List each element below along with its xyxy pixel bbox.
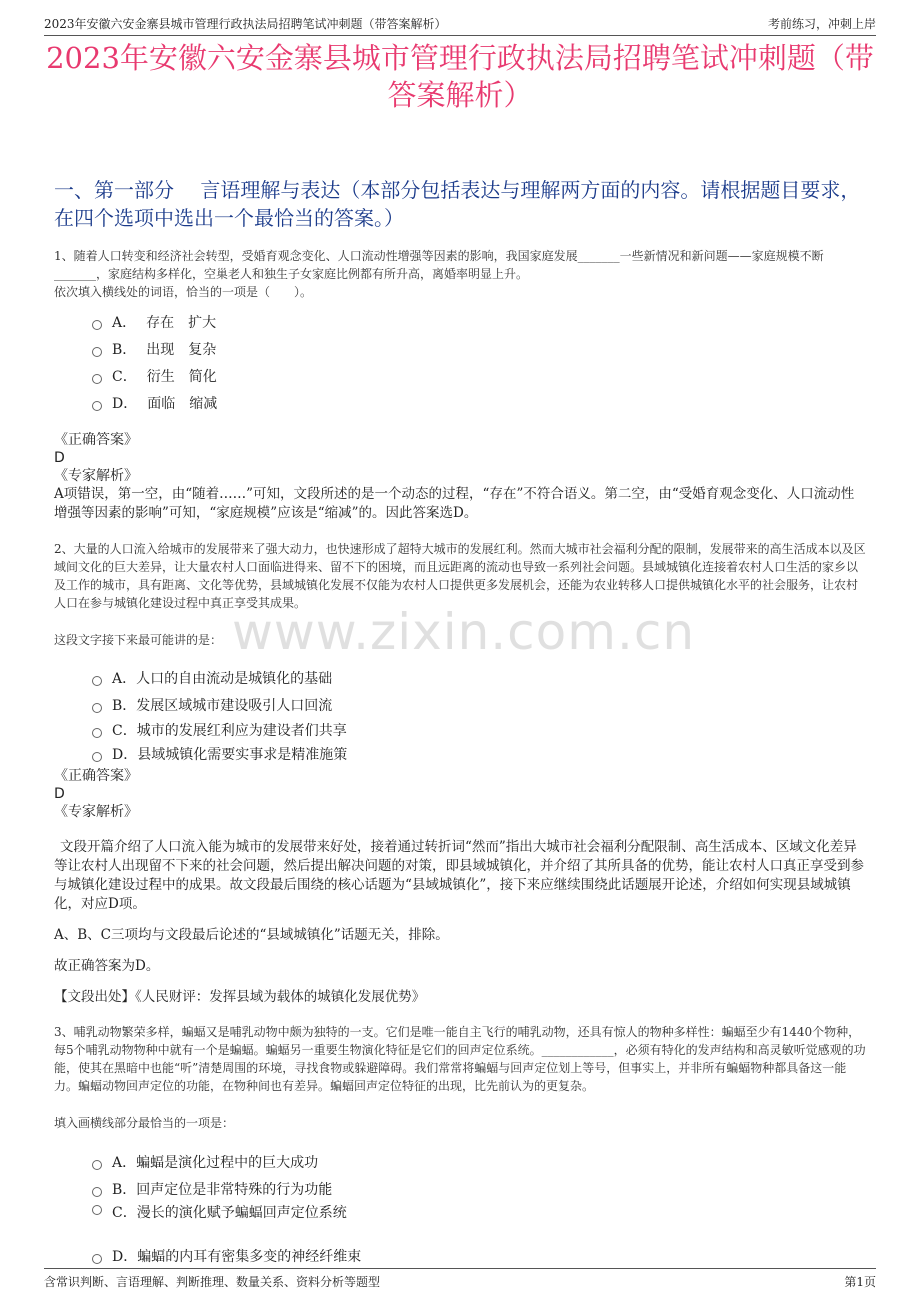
option-c[interactable]: C． 衍生 简化 <box>92 362 217 389</box>
analysis-label: 《专家解析》 <box>54 804 138 820</box>
analysis-paragraph-1: 文段开篇介绍了人口流入能为城市的发展带来好处，接着通过转折词“然而”指出大城市社会福利分配限制、高生活成本、区域文化差异等让农村人出现留不下来的社会问题，然后提出解决问题的对策，即县域城镇化，并介绍了其所具备的优势，能让农村人口真正享受到参与城镇化建设过程中的成果。故文段最后围绕的核心话题为“县域城镇化”，接下来应继续围绕此话题展开论述，介绍如何实现县域城镇化，对应D项。 <box>54 839 864 912</box>
question-2-answer <box>54 767 866 821</box>
option-b[interactable]: B．发展区域城市建设吸引人口回流 <box>92 691 347 718</box>
question-1 <box>54 247 866 301</box>
answer-value: D <box>54 450 65 466</box>
footer-question-types: 含常识判断、言语理解、判断推理、数量关系、资料分析等题型 <box>44 1274 381 1289</box>
radio-icon[interactable] <box>92 1187 102 1197</box>
option-a[interactable]: A．人口的自由流动是城镇化的基础 <box>92 664 347 691</box>
question-3-prompt: 填入画横线部分最恰当的一项是： <box>54 1116 235 1130</box>
question-1-text: 1、随着人口转变和经济社会转型，受婚育观念变化、人口流动性增强等因素的影响，我国家庭发展_______一些新情况和新问题——家庭规模不断_______，家庭结构多样化，空巢老人和独生子女家庭比例都有所升高，离婚率明显上升。 <box>54 249 824 281</box>
header-doc-title: 2023年安徽六安金寨县城市管理行政执法局招聘笔试冲刺题（带答案解析） <box>44 17 447 31</box>
option-c[interactable]: C．漫长的演化赋予蝙蝠回声定位系统 <box>92 1202 361 1242</box>
radio-icon[interactable] <box>92 320 102 330</box>
analysis-label: 《专家解析》 <box>54 468 138 484</box>
radio-icon[interactable] <box>92 752 102 762</box>
radio-icon[interactable] <box>92 1160 102 1170</box>
question-2-prompt: 这段文字接下来最可能讲的是： <box>54 633 223 647</box>
analysis-paragraph-3: 故正确答案为D。 <box>54 958 160 974</box>
radio-icon[interactable] <box>92 1205 102 1215</box>
question-2-prompt-wrap <box>54 631 866 649</box>
question-3-text: 3、哺乳动物繁荣多样，蝙蝠又是哺乳动物中颇为独特的一支。它们是唯一能自主飞行的哺乳动物，还具有惊人的物种多样性：蝙蝠至少有1440个物种，每5个哺乳动物物种中就有一个是蝙蝠。蝙蝠另一重要生物演化特征是它们的回声定位系统。____________，必须有特化的发声结构和高灵敏听觉感观的功能，使其在黑暗中也能“听”清楚周围的环境，寻找食物或躲避障碍。我们常常将蝙蝠与回声定位划上等号，但事实上，并非所有蝙蝠物种都具备这一能力。蝙蝠动物回声定位的功能，在物种间也有差异。蝙蝠回声定位特征的出现，比先前认为的更复杂。 <box>54 1025 866 1093</box>
document-title: 2023年安徽六安金寨县城市管理行政执法局招聘笔试冲刺题（带答案解析） <box>46 41 874 112</box>
radio-icon[interactable] <box>92 374 102 384</box>
question-3 <box>54 1023 866 1095</box>
option-d[interactable]: D．蝙蝠的内耳有密集多变的神经纤维束 <box>92 1242 361 1269</box>
option-b[interactable]: B．回声定位是非常特殊的行为功能 <box>92 1175 361 1202</box>
option-c[interactable]: C．城市的发展红利应为建设者们共享 <box>92 718 347 742</box>
page-footer <box>44 1268 876 1293</box>
page-number: 第1页 <box>844 1274 876 1289</box>
answer-value: D <box>54 786 65 802</box>
option-a[interactable]: A． 存在 扩大 <box>92 308 217 335</box>
radio-icon[interactable] <box>92 728 102 738</box>
question-1-prompt: 依次填入横线处的词语，恰当的一项是（ ）。 <box>54 285 313 299</box>
option-a[interactable]: A．蝙蝠是演化过程中的巨大成功 <box>92 1148 361 1175</box>
radio-icon[interactable] <box>92 347 102 357</box>
source-citation: 【文段出处】《人民财评：发挥县域为载体的城镇化发展优势》 <box>54 989 426 1005</box>
answer-label: 《正确答案》 <box>54 768 138 784</box>
radio-icon[interactable] <box>92 676 102 686</box>
option-b[interactable]: B． 出现 复杂 <box>92 335 217 362</box>
question-2 <box>54 540 866 612</box>
option-d[interactable]: D． 面临 缩减 <box>92 389 217 416</box>
answer-label: 《正确答案》 <box>54 432 138 448</box>
question-1-options <box>92 308 217 416</box>
analysis-text: A项错误，第一空，由“随着……”可知，文段所述的是一个动态的过程，“存在”不符合语义。第二空，由“受婚育观念变化、人口流动性增强等因素的影响”可知，“家庭规模”应该是“缩减”的。因此答案选D。 <box>54 486 855 521</box>
watermark: www.zixin.com.cn <box>232 603 696 661</box>
page-header <box>44 10 876 36</box>
question-3-prompt-wrap <box>54 1114 866 1132</box>
section-heading: 一、第一部分 言语理解与表达（本部分包括表达与理解两方面的内容。请根据题目要求，在四个选项中选出一个最恰当的答案。） <box>54 178 861 230</box>
header-slogan: 考前练习，冲刺上岸 <box>767 17 876 31</box>
question-1-answer <box>54 431 866 523</box>
radio-icon[interactable] <box>92 703 102 713</box>
radio-icon[interactable] <box>92 401 102 411</box>
question-2-options <box>92 664 347 766</box>
radio-icon[interactable] <box>92 1254 102 1264</box>
question-2-analysis <box>54 838 866 1007</box>
option-d[interactable]: D．县域城镇化需要实事求是精准施策 <box>92 742 347 766</box>
question-2-text: 2、大量的人口流入给城市的发展带来了强大动力，也快速形成了超特大城市的发展红利。然而大城市社会福利分配的限制，发展带来的高生活成本以及区域间文化的巨大差异，让大量农村人口面临进得来、留不下的困境，而且远距离的流动也导致一系列社会问题。县域城镇化连接着农村人口生活的家乡以及工作的城市，具有距离、文化等优势，县域城镇化发展不仅能为农村人口提供更多发展机会，还能为农业转移人口提供城镇化水平的社会服务，让农村人口在参与城镇化建设过程中真正享受其成果。 <box>54 542 866 610</box>
analysis-paragraph-2: A、B、C三项均与文段最后论述的“县域城镇化”话题无关，排除。 <box>54 927 449 943</box>
question-3-options <box>92 1148 361 1269</box>
